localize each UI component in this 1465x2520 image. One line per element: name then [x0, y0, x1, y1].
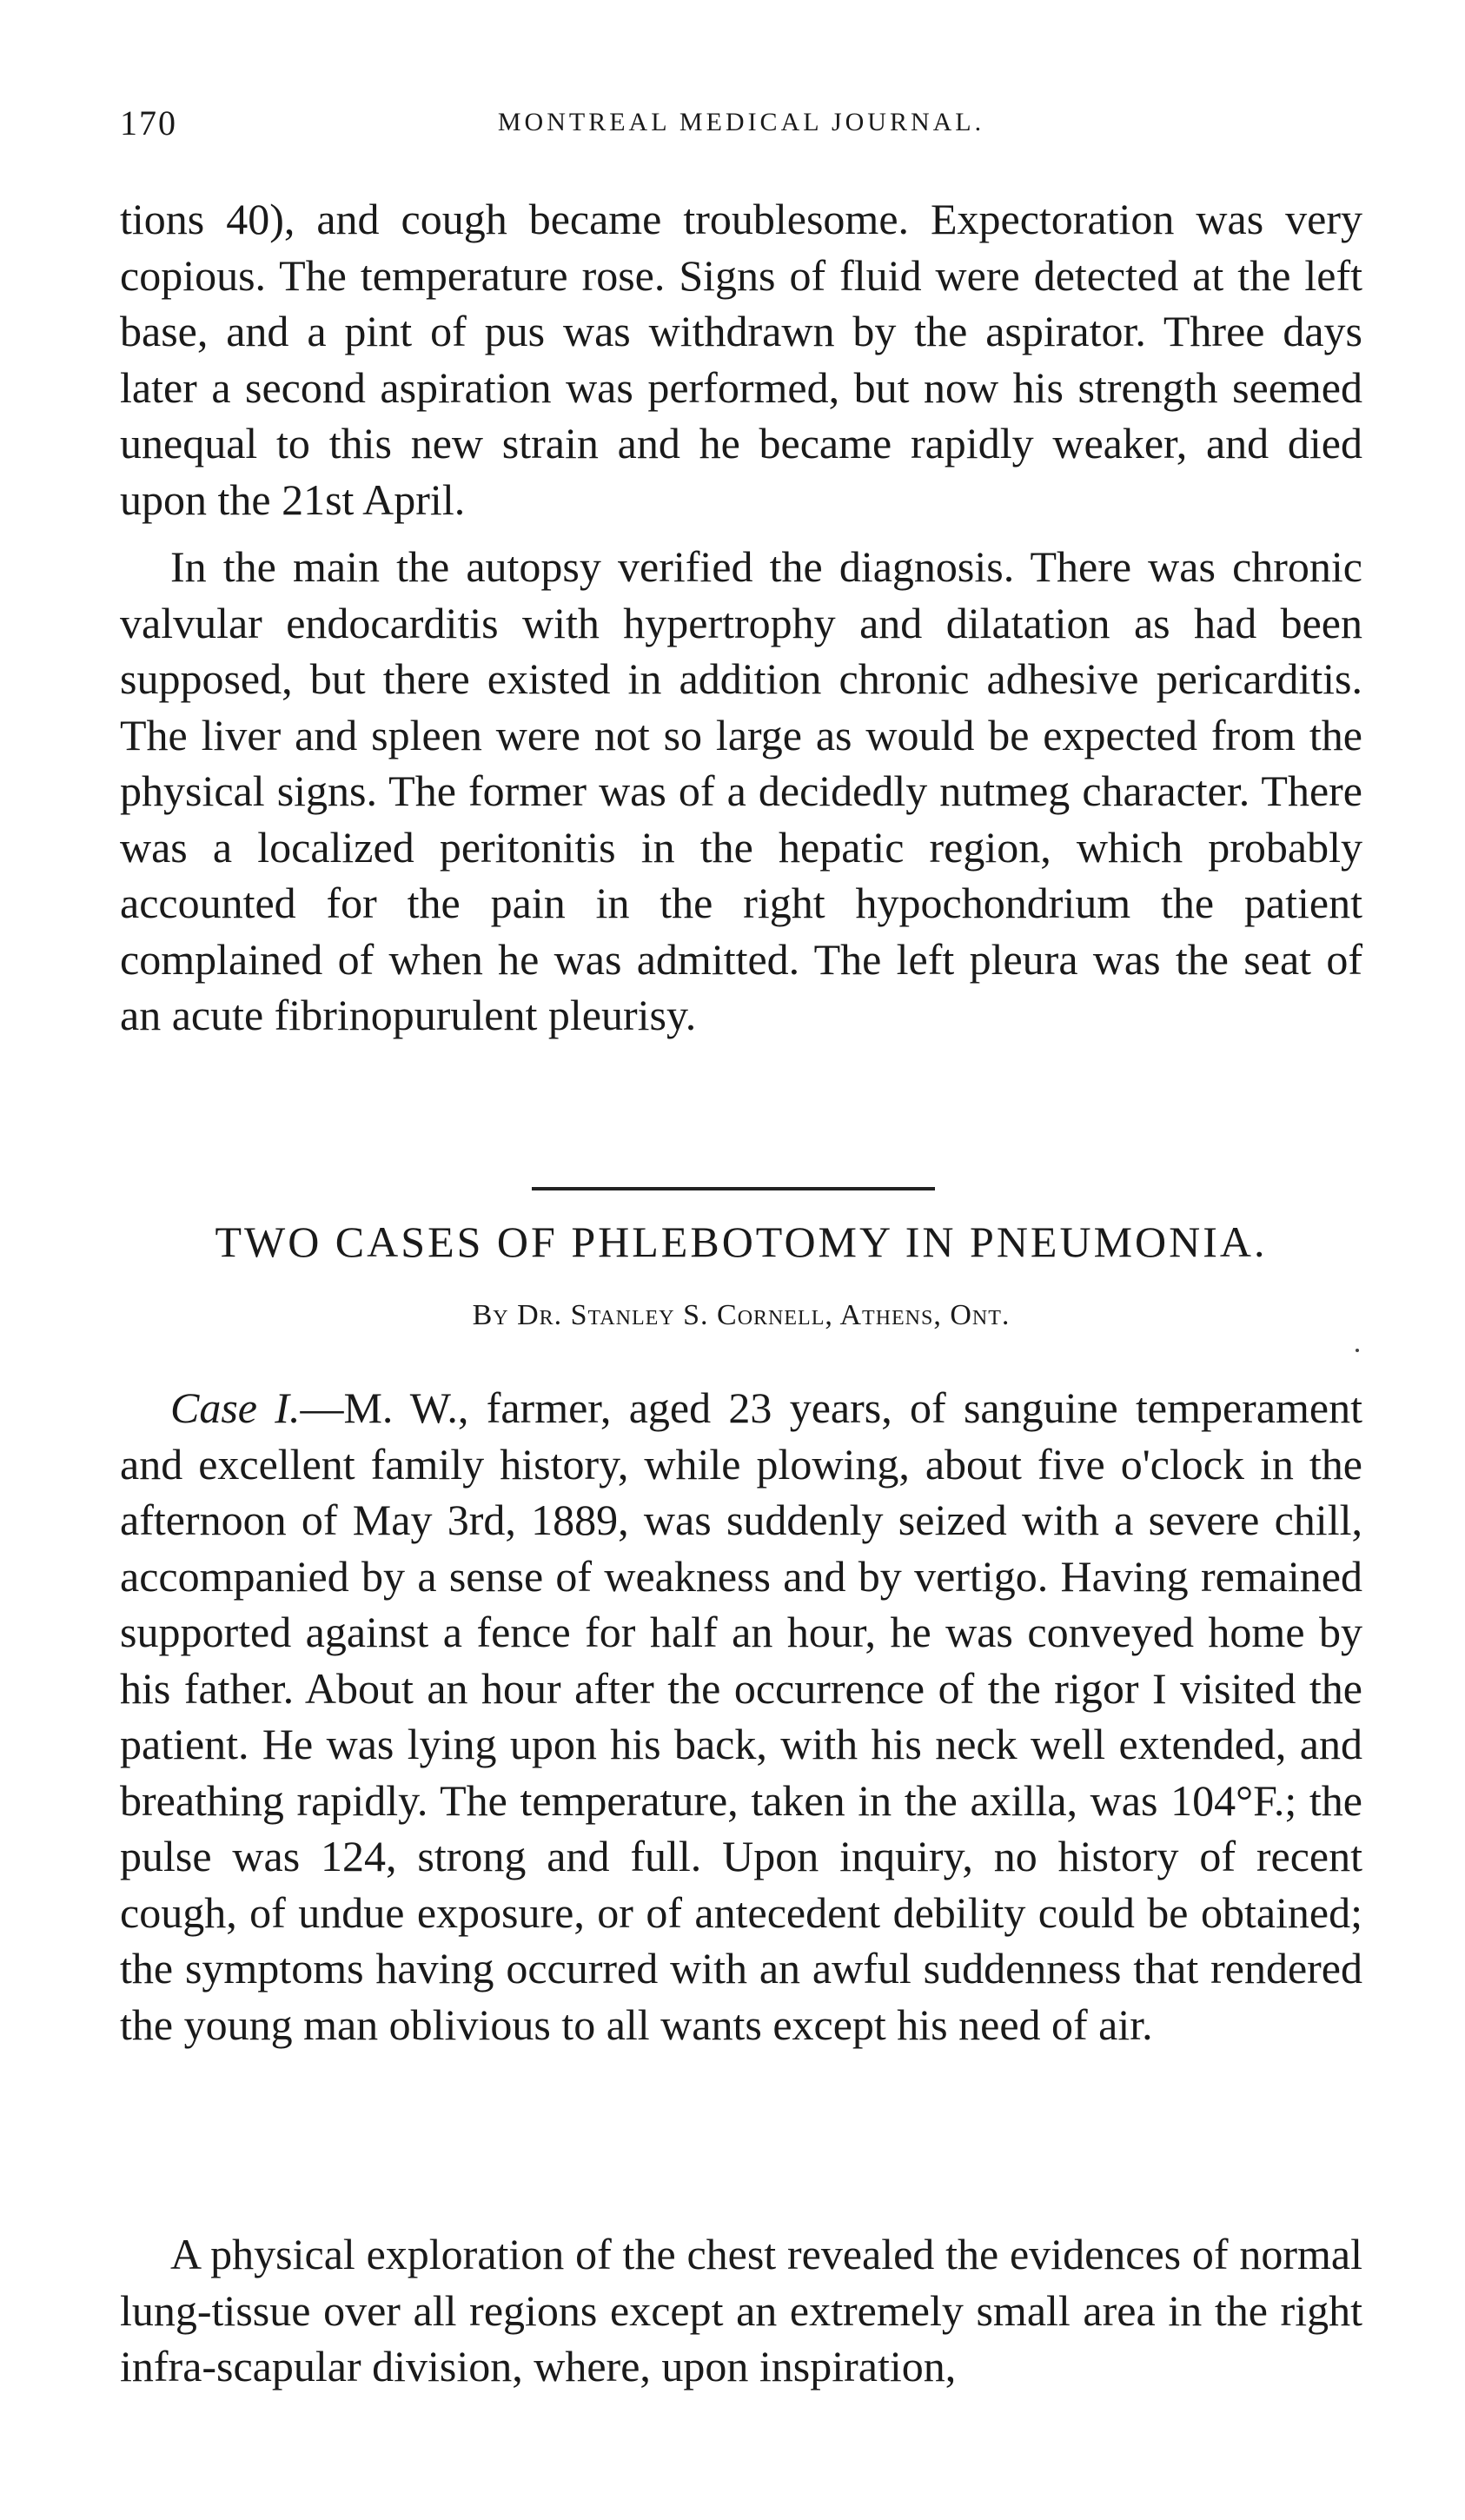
- article-title: TWO CASES OF PHLEBOTOMY IN PNEUMONIA.: [215, 1217, 1268, 1266]
- section-divider: [532, 1187, 935, 1190]
- paragraph-text: tions 40), and cough became troublesome. Expectoration was very copious. The temperature rose. Signs of fluid were detected at the left base, and a pint of pus was withdrawn by the aspirator. Three days later a second aspiration was performed, but now his strength seemed unequal to this new strain and he became rapidly weaker, and died upon the 21st April.: [120, 195, 1362, 524]
- case-paragraph: [120, 1380, 1362, 2052]
- journal-title: MONTREAL MEDICAL JOURNAL.: [497, 108, 985, 136]
- print-speck: [1356, 1349, 1359, 1352]
- running-head: [120, 103, 1362, 146]
- continued-paragraph: [120, 191, 1362, 527]
- paragraph-text: A physical exploration of the chest revealed the evidences of normal lung-tissue over all regions except an extremely small area in the right infra-scapular division, where, upon inspiration,: [120, 2230, 1362, 2391]
- exploration-paragraph: [120, 2226, 1362, 2395]
- autopsy-paragraph: [120, 539, 1362, 1044]
- paragraph-text: In the main the autopsy verified the diagnosis. There was chronic valvular endocarditis with hypertrophy and dilatation as had been supposed, but there existed in addition chronic adhesive pericarditis. The liver and spleen were not so large as would be expected from the physical signs. The former was of a decidedly nutmeg character. There was a localized peritonitis in the hepatic region, which probably accounted for the pain in the right hypochondrium the patient complained of when he was admitted. The left pleura was the seat of an acute fibrinopurulent pleurisy.: [120, 542, 1362, 1039]
- case-text: —M. W., farmer, aged 23 years, of sanguine temperament and excellent family history, while plowing, about five o'clock in the afternoon of May 3rd, 1889, was suddenly seized with a severe chill, accompanied by a sense of weakness and by vertigo. Having remained supported against a fence for half an hour, he was conveyed home by his father. About an hour after the occurrence of the rigor I visited the patient. He was lying upon his back, with his neck well extended, and breathing rapidly. The temperature, taken in the axilla, was 104°F.; the pulse was 124, strong and full. Upon inquiry, no history of recent cough, of undue exposure, or of antecedent debility could be obtained; the symptoms having occurred with an awful suddenness that rendered the young man oblivious to all wants except his need of air.: [120, 1383, 1362, 2049]
- page-number: 170: [120, 103, 177, 143]
- paragraph-text: [120, 1380, 1362, 2052]
- article-byline: By Dr. Stanley S. Cornell, Athens, Ont.: [472, 1299, 1011, 1331]
- case-label: Case I.: [170, 1383, 301, 1432]
